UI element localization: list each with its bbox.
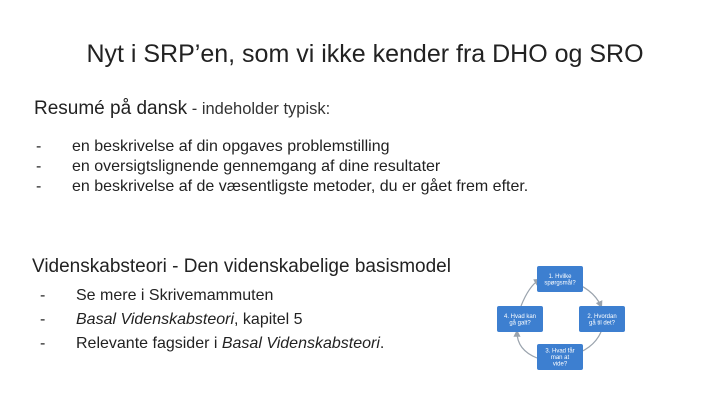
cycle-node-label: 2. Hvordan [587, 313, 617, 320]
cycle-node-4 [497, 306, 543, 332]
list-item [40, 332, 384, 356]
list-item [40, 284, 384, 308]
dash-bullet: - [40, 311, 46, 328]
resume-heading-text: Resumé på dansk [34, 98, 188, 119]
dash-bullet: - [36, 158, 42, 175]
cycle-node-label: vide? [552, 361, 568, 368]
basismodel-cycle-diagram [493, 258, 633, 378]
list-item-tail: . [379, 335, 385, 352]
section-heading-resume [34, 98, 330, 120]
cycle-node-1 [537, 266, 583, 292]
cycle-node-label: 3. Hvad får [545, 348, 575, 355]
book-title: Basal Videnskabsteori [221, 335, 380, 352]
list-item-text: Relevante fagsider i [76, 335, 222, 352]
list-item-text: en beskrivelse af din opgaves problemstilling [72, 138, 390, 155]
list-item [36, 157, 528, 177]
list-item [40, 308, 384, 332]
resume-list [36, 137, 528, 197]
list-item-text: Se mere i Skrivemammuten [76, 287, 274, 304]
resume-heading-suffix: - indeholder typisk: [187, 100, 331, 118]
cycle-node-2 [579, 306, 625, 332]
list-item-text: en oversigtslignende gennemgang af dine resultater [72, 158, 441, 175]
cycle-node-3 [537, 344, 583, 370]
list-item [36, 137, 528, 157]
slide-title: Nyt i SRP’en, som vi ikke kender fra DHO og SRO [86, 40, 644, 68]
cycle-node-label: spørgsmål? [544, 280, 576, 287]
section-heading-videnskabsteori: Videnskabsteori - Den videnskabelige basismodel [32, 256, 451, 277]
dash-bullet: - [36, 138, 42, 155]
dash-bullet: - [40, 335, 46, 352]
dash-bullet: - [36, 178, 42, 195]
cycle-node-label: 1. Hvilke [548, 273, 572, 280]
book-title: Basal Videnskabsteori [76, 311, 235, 328]
dash-bullet: - [40, 287, 46, 304]
cycle-node-label: 4. Hvad kan [503, 313, 537, 320]
list-item [36, 177, 528, 197]
list-item-text: , kapitel 5 [234, 311, 303, 328]
cycle-arrow [521, 280, 539, 306]
cycle-node-label: gå galt? [509, 320, 531, 327]
videnskabsteori-list [40, 284, 384, 356]
cycle-node-label: gå til det? [588, 320, 616, 327]
list-item-text: en beskrivelse af de væsentligste metoder, du er gået frem efter. [72, 178, 529, 195]
cycle-node-label: man at [550, 355, 570, 361]
cycle-arrow [517, 332, 537, 358]
